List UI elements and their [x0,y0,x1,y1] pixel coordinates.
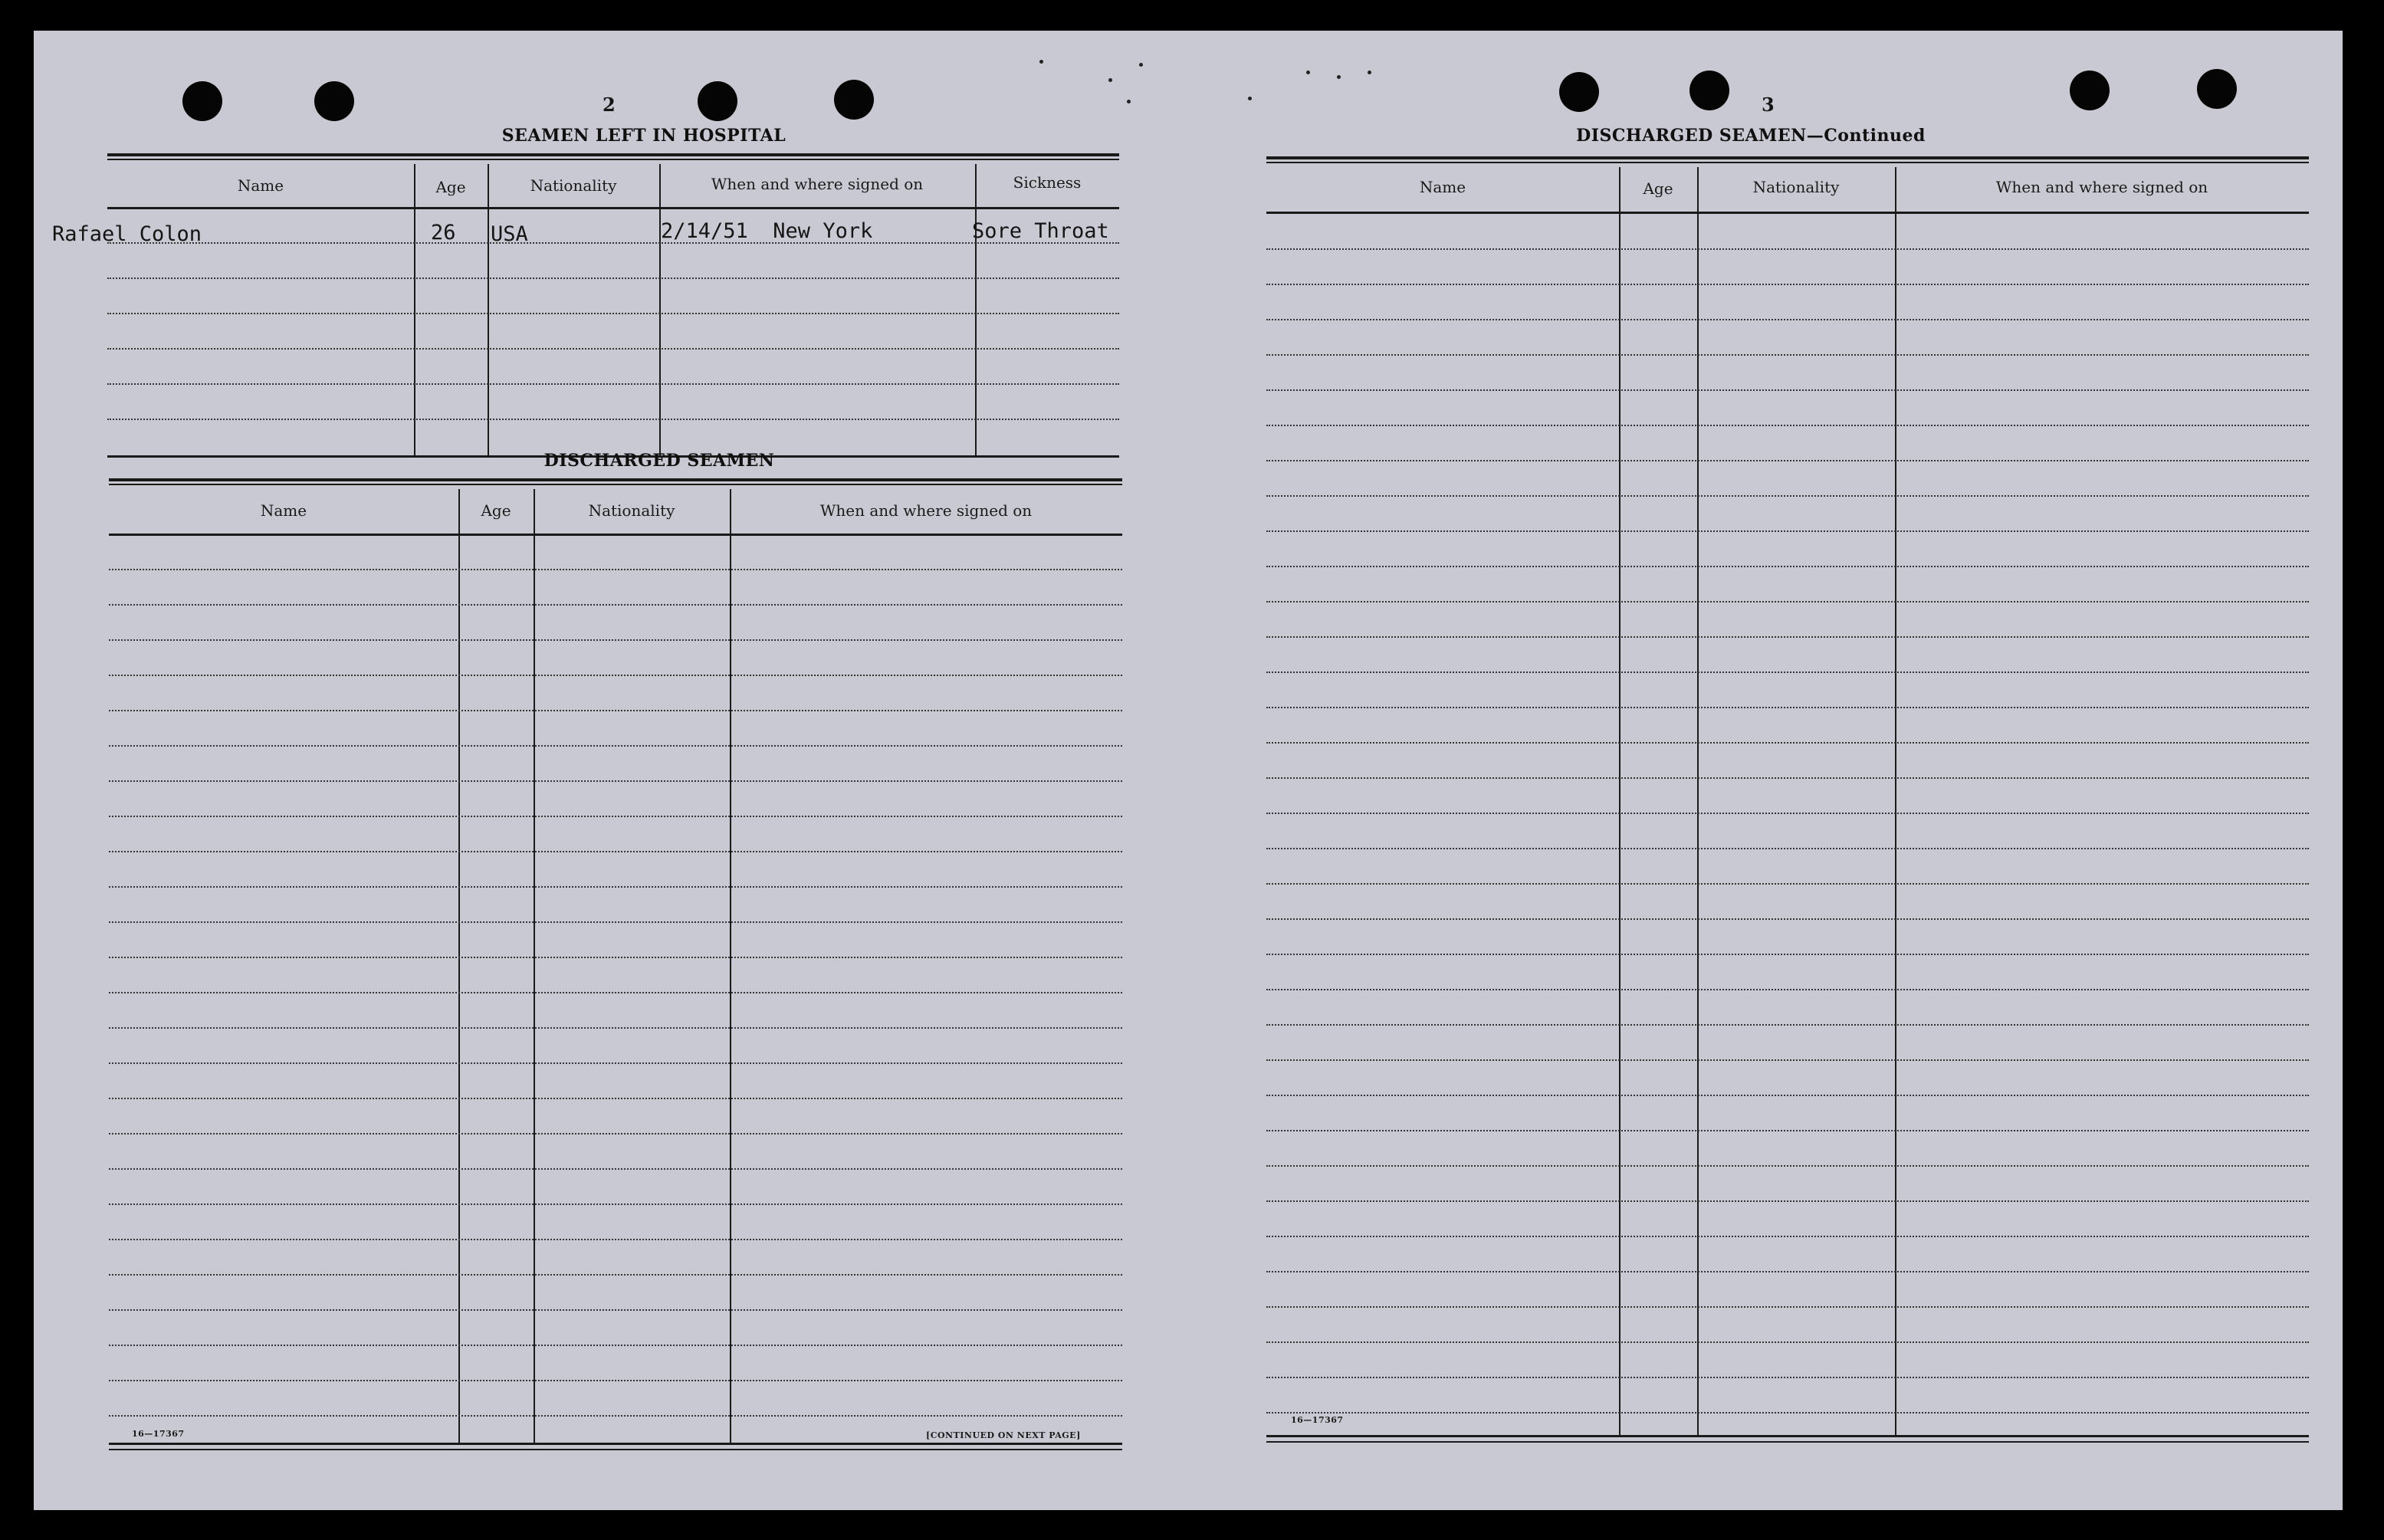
discharged-title-text: DISCHARGED SEAMEN [1576,126,1807,146]
row-line [1266,954,2309,955]
row-line [109,816,1122,817]
discharged-continued-title [1536,126,1965,146]
ink-speck [1248,97,1252,100]
row-line [109,992,1122,993]
column-divider [1697,167,1699,1437]
discharged-table-left [109,478,1122,1452]
row-line [1266,1024,2309,1026]
column-header-nationality: Nationality [530,176,617,195]
table-rule [109,534,1122,536]
column-divider [458,489,460,1444]
row-line [109,639,1122,641]
row-line [109,851,1122,852]
hospital-table [107,153,1119,460]
column-header-nationality: Nationality [588,501,675,520]
form-number-left: 16—17367 [132,1429,185,1439]
column-divider [730,489,731,1444]
table-rule [1266,162,2309,163]
row-line [109,1239,1122,1240]
row-line [1266,248,2309,250]
table-rule [109,1449,1122,1450]
form-number-right: 16—17367 [1291,1415,1344,1425]
row-line [1266,530,2309,532]
entry-sickness: Sore Throat [972,219,1109,243]
table-rule [107,159,1119,160]
column-divider [659,164,661,457]
punch-hole [698,81,737,121]
row-line [1266,389,2309,391]
row-line [107,383,1119,385]
row-line [109,604,1122,606]
row-line [1266,1236,2309,1237]
punch-hole [182,81,222,121]
entry-age: 26 [431,221,456,245]
row-line [1266,671,2309,673]
row-line [1266,1341,2309,1343]
column-header-signed-on: When and where signed on [711,175,924,193]
punch-hole [2070,71,2110,110]
column-header-signed-on: When and where signed on [1995,178,2208,196]
row-line [107,419,1119,420]
row-line [109,1415,1122,1417]
column-header-name: Name [260,501,307,520]
row-line [107,348,1119,350]
row-line [109,1345,1122,1346]
row-line [1266,425,2309,426]
ink-speck [1306,71,1310,74]
punch-hole [314,81,354,121]
row-line [109,1168,1122,1170]
punch-hole [834,80,874,120]
row-line [1266,848,2309,849]
row-line [1266,1200,2309,1202]
column-header-age: Age [1643,179,1673,198]
ink-speck [1108,78,1112,82]
row-line [107,242,1119,244]
table-rule [1266,156,2309,159]
column-header-sickness: Sickness [1013,173,1082,192]
column-divider [1895,167,1896,1437]
page-number-right: 3 [1762,94,1775,116]
row-line [109,921,1122,923]
row-line [1266,354,2309,356]
row-line [1266,1165,2309,1167]
row-line [1266,989,2309,990]
row-line [109,1380,1122,1381]
row-line [1266,813,2309,814]
ink-speck [1368,71,1371,74]
row-line [1266,1377,2309,1378]
row-line [109,569,1122,570]
discharged-section-title: DISCHARGED SEAMEN [543,451,775,471]
punch-hole [1689,71,1729,110]
table-rule [107,207,1119,209]
table-rule [1266,212,2309,214]
ink-speck [1337,75,1341,79]
row-line [109,1027,1122,1029]
column-header-age: Age [481,501,511,520]
row-line [109,745,1122,747]
column-header-name: Name [1419,178,1466,196]
row-line [109,1274,1122,1276]
row-line [109,1098,1122,1099]
row-line [1266,918,2309,920]
document-page [34,31,2343,1510]
column-divider [975,164,977,457]
continued-suffix: —Continued [1806,126,1926,146]
row-line [1266,319,2309,320]
row-line [1266,460,2309,461]
row-line [1266,601,2309,603]
row-line [109,710,1122,711]
row-line [107,313,1119,314]
hospital-section-title: SEAMEN LEFT IN HOSPITAL [501,126,786,146]
row-line [109,1133,1122,1134]
column-header-signed-on: When and where signed on [819,501,1033,520]
row-line [1266,636,2309,638]
row-line [109,886,1122,888]
punch-hole [2197,69,2237,109]
page-number-left: 2 [603,94,616,116]
discharged-table-right [1266,156,2309,1452]
row-line [109,780,1122,782]
ink-speck [1039,60,1043,64]
column-divider [1619,167,1621,1437]
punch-hole [1559,72,1599,112]
table-rule [109,478,1122,481]
table-rule [107,153,1119,156]
table-rule [109,1443,1122,1445]
row-line [1266,742,2309,744]
continued-note: [CONTINUED ON NEXT PAGE] [926,1430,1081,1440]
row-line [1266,566,2309,567]
column-divider [488,164,489,457]
entry-nationality: USA [491,222,528,246]
row-line [1266,1412,2309,1414]
ink-speck [1139,63,1143,67]
row-line [1266,1095,2309,1096]
row-line [109,675,1122,676]
column-header-age: Age [435,178,466,196]
table-rule [1266,1435,2309,1437]
row-line [107,277,1119,279]
table-rule [1266,1441,2309,1443]
row-line [1266,707,2309,708]
ink-speck [1127,100,1131,103]
row-line [1266,777,2309,779]
row-line [1266,1306,2309,1308]
table-rule [109,484,1122,485]
column-header-nationality: Nationality [1752,178,1840,196]
row-line [109,1203,1122,1205]
row-line [109,1309,1122,1311]
row-line [1266,1271,2309,1272]
row-line [109,1062,1122,1064]
row-line [1266,284,2309,285]
row-line [1266,883,2309,885]
row-line [1266,1130,2309,1131]
row-line [1266,495,2309,497]
column-divider [534,489,535,1444]
entry-name: Rafael Colon [52,222,202,246]
entry-signed-on: 2/14/51 New York [661,219,873,243]
row-line [1266,1059,2309,1061]
row-line [109,957,1122,958]
column-header-name: Name [237,176,284,195]
column-divider [414,164,415,457]
